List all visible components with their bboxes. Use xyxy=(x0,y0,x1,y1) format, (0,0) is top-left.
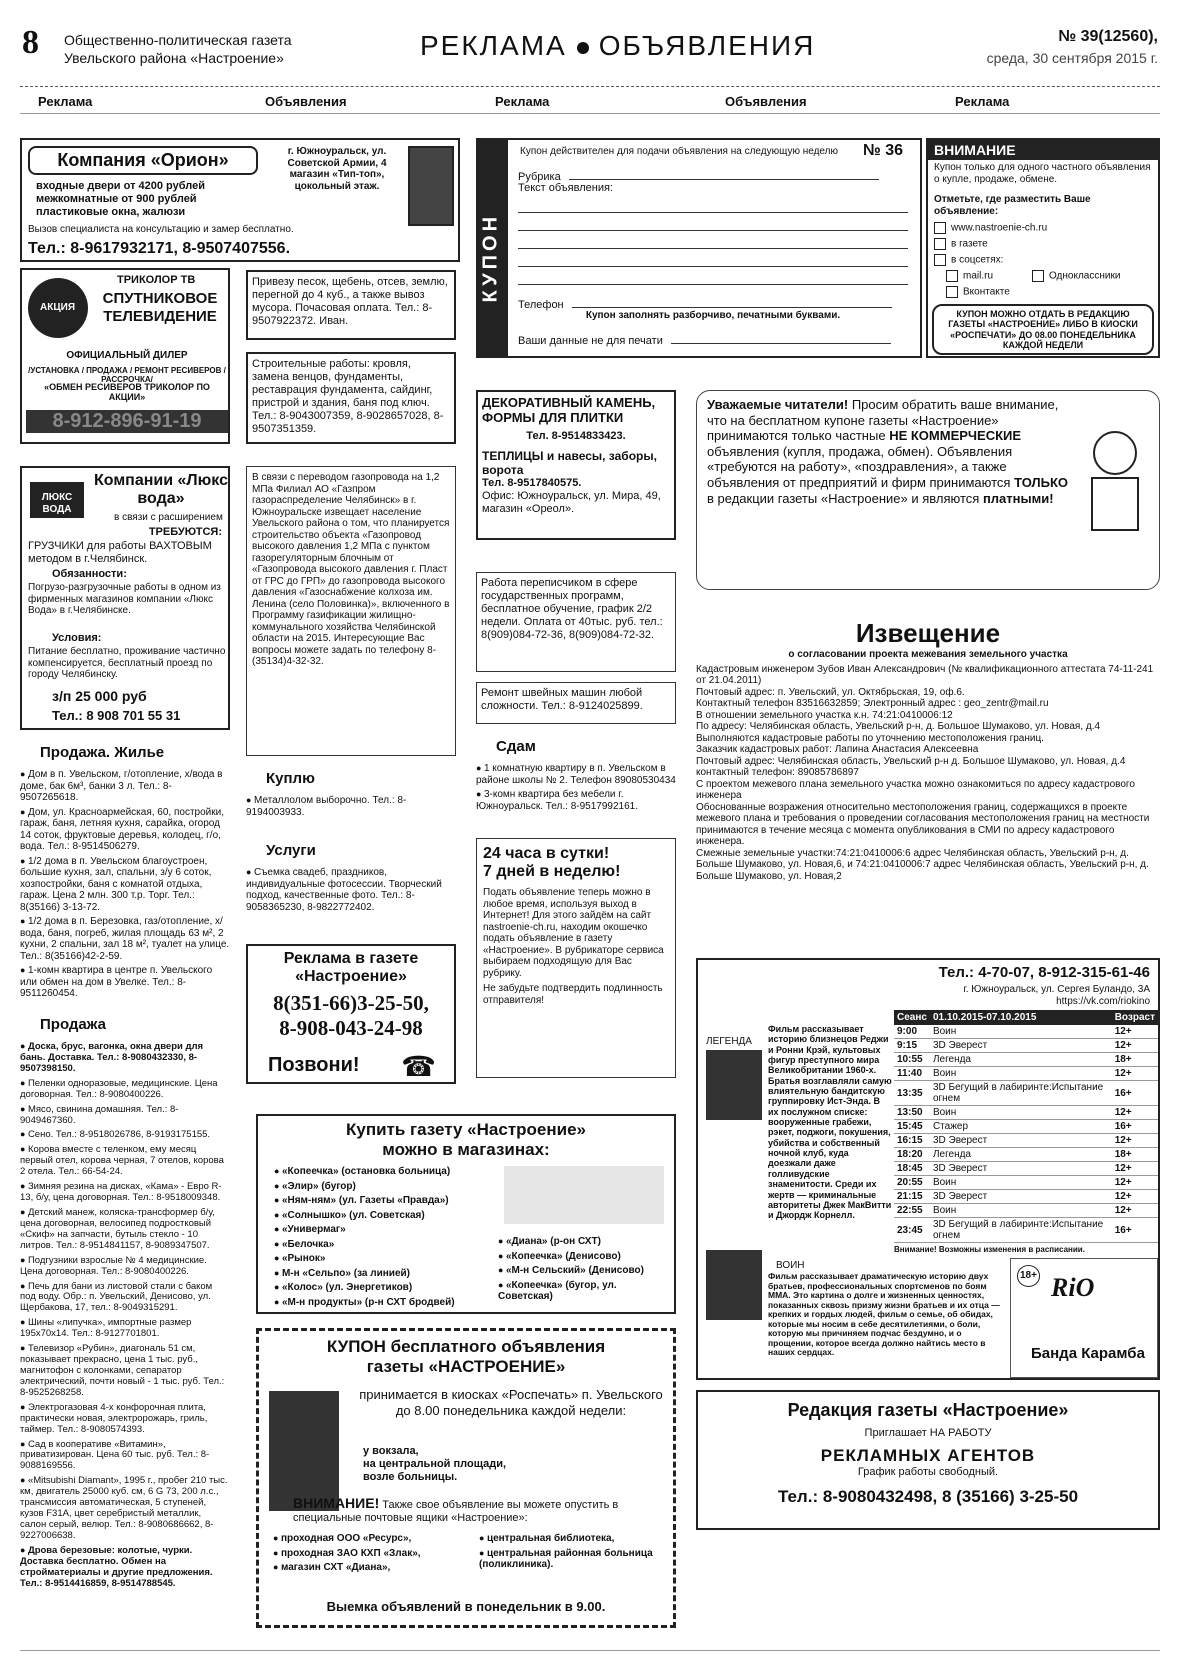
legend-description: Фильм рассказывает историю близнецов Реджи и Ронни Крэй, культовых фигур преступного мира Великобритании 1960-х. Братья возглавляли самую влиятельную бандитскую группировку Ист-Энда. В их послужном списке: вооруженные грабежи, рэкет, поджоги, покушения, убийства и собственный ночной клуб, куда доезжали даже голливудские знаменитости. Среди их жертв — криминальные авторитеты Джек МакВитти и Джордж Корнелл. xyxy=(768,1024,892,1221)
schedule-cell: 12+ xyxy=(1112,1106,1158,1120)
rent-title: Сдам xyxy=(496,738,536,755)
schedule-cell: 3D Эверест xyxy=(930,1134,1112,1148)
list-item: ● «Копеечка» (Денисово) xyxy=(498,1251,670,1263)
list-item: ● «Белочка» xyxy=(274,1239,494,1251)
luxvoda-sub: в связи с расширением xyxy=(114,512,223,523)
list-item: ● Дрова березовые: колотые, чурки. Доставка бесплатно. Обмен на стройматериалы и другие предложения. Тел.: 8-9514416859, 8-9514788545. xyxy=(20,1545,230,1590)
cartoon-man-icon xyxy=(1085,431,1145,541)
list-item: ● Подгузники взрослые № 4 медицинские. Цена договорная. Тел.: 8-9080400226. xyxy=(20,1255,230,1278)
coupon-form xyxy=(476,138,922,358)
table-row xyxy=(894,1162,1158,1176)
adpaper-title: Реклама в газете «Настроение» xyxy=(283,950,419,986)
orion-ad xyxy=(20,138,460,262)
editorial-ad xyxy=(696,1390,1160,1530)
cinema-phone: Тел.: 4-70-07, 8-912-315-61-46 xyxy=(938,964,1150,981)
list-item: ● центральная районная больница (поликлиника). xyxy=(479,1548,669,1571)
list-item: ● 1/2 дома в п. Березовка, газ/отопление, х/вода, баня, погреб, жилая площадь 63 м², 2 кухни, 2 спальни, зал 18 м², туалет на улице. Тел.: 8(35166)42-2-59. xyxy=(20,916,230,962)
list-item: ● «Копеечка» (бугор, ул. Советская) xyxy=(498,1280,670,1303)
list-item: ● «Универмаг» xyxy=(274,1224,494,1236)
luxvoda-title: Компании «Люкс вода» xyxy=(94,472,228,507)
list-item: ● Мясо, свинина домашняя. Тел.: 8-9049467360. xyxy=(20,1104,230,1127)
schedule-cell: 12+ xyxy=(1112,1039,1158,1053)
schedule-cell: 3D Бегущий в лабиринте:Испытание огнем xyxy=(930,1218,1112,1243)
kupon-attention: ВНИМАНИЕ! Также свое объявление вы можете опустить в специальные почтовые ящики «Настроение»: xyxy=(293,1495,619,1524)
list-item: ● Зимняя резина на дисках, «Кама» - Евро R-13, б/у, цена договорная. Тел.: 8-9518009348. xyxy=(20,1181,230,1204)
issue-date: среда, 30 сентября 2015 г. xyxy=(986,50,1158,66)
list-item: ● Доска, брус, вагонка, окна двери для бань. Доставка. Тел.: 8-9080432330, 8-9507398150. xyxy=(20,1041,230,1075)
shops-left-list xyxy=(274,1166,494,1311)
schedule-cell: Воин xyxy=(930,1025,1112,1039)
stone-ad xyxy=(476,390,676,540)
list-item: ● Корова вместе с теленком, ему месяц первый отел, корова черная, 7 отелов, корова 2 отела. Тел.: 66-54-24. xyxy=(20,1144,230,1178)
page-bottom-rule xyxy=(20,1650,1160,1651)
schedule-cell: 3D Эверест xyxy=(930,1190,1112,1204)
table-row xyxy=(894,1081,1158,1106)
list-item: ● проходная ООО «Ресурс», xyxy=(273,1533,473,1545)
option-vk[interactable]: Вконтакте xyxy=(946,286,1010,298)
kupon-title-2: газеты «НАСТРОЕНИЕ» xyxy=(366,1357,566,1376)
kupon-boxes-left xyxy=(273,1533,473,1577)
luxvoda-required: ТРЕБУЮТСЯ: xyxy=(148,526,222,538)
kupon-pickup: Выемка объявлений в понедельник в 9.00. xyxy=(326,1599,606,1614)
voin-description: Фильм рассказывает драматическую историю двух братьев, профессиональных спортсменов по боям ММА. Это картина о долге и жизненных ценностях, показанных сквозь призму жизни братьев и их отца — крепких и гордых людей, фильм о семье, об обидах, которые мы носим в себе десятилетиями, о боли, которую мы причиняем подчас бездумно, и о прощении, которое всегда должно найтись место в наших сердцах. xyxy=(768,1271,1000,1358)
ad-text-field[interactable]: Текст объявления: xyxy=(518,182,908,285)
table-row xyxy=(894,1134,1158,1148)
list-item: ● Сад в кооперативе «Витамин», приватизирован. Цена 60 тыс. руб. Тел.: 8-9088169556. xyxy=(20,1439,230,1473)
luxvoda-ad xyxy=(20,466,230,730)
subhead-obyavleniya: Объявления xyxy=(265,94,347,109)
schedule-cell: 12+ xyxy=(1112,1190,1158,1204)
rent-section xyxy=(476,738,676,815)
table-row xyxy=(894,1067,1158,1081)
editorial-role: РЕКЛАМНЫХ АГЕНТОВ xyxy=(820,1445,1036,1465)
list-item: ● Электрогазовая 4-х конфорочная плита, практически новая, электророжарь, гриль, таймер. Тел.: 8-9080574393. xyxy=(20,1402,230,1436)
checkbox[interactable] xyxy=(1032,270,1044,282)
option-mail[interactable]: mail.ru xyxy=(946,270,993,282)
table-row xyxy=(894,1148,1158,1162)
schedule-cell: 3D Эверест xyxy=(930,1162,1112,1176)
kupon-where: принимается в киосках «Роспечать» п. Увельского до 8.00 понедельника каждой недели: xyxy=(359,1387,663,1418)
luxvoda-logo: ЛЮКС ВОДА xyxy=(30,482,84,518)
schedule-cell: 16:15 xyxy=(894,1134,930,1148)
table-row xyxy=(894,1176,1158,1190)
schedule-cell: 12+ xyxy=(1112,1204,1158,1218)
table-row xyxy=(894,1025,1158,1039)
option-site[interactable]: www.nastroenie-ch.ru xyxy=(934,222,1047,234)
editorial-title: Редакция газеты «Настроение» xyxy=(787,1400,1069,1420)
schedule-cell: 18:45 xyxy=(894,1162,930,1176)
tricolor-title: СПУТНИКОВОЕ ТЕЛЕВИДЕНИЕ xyxy=(102,290,218,325)
bullet-dot-icon xyxy=(577,42,589,54)
gazprom-notice: В связи с переводом газопровода на 1,2 МПа Филиал АО «Газпром газораспределение Челябинск» в г. Южноуральске извещает население Увельского района о том, что планируется строительство объекта «Газопровод высокого давления 1,2 МПа с пунктом газорегуляторным блочным от «Газопровода высокого давления г. Пласт от ГРС до ГРП» до газопровода высокого давления «Газоснабжение колхоза им. Ленина (село Половинка)», включенного в Программу газификации жилищно-коммунального хозяйства Челябинской области на 2015. Интересующие Вас вопросы можете задать по телефону 8-(35134)4-32-32. xyxy=(246,466,456,756)
schedule-cell: 16+ xyxy=(1112,1120,1158,1134)
subhead-obyavleniya: Объявления xyxy=(725,94,807,109)
table-row xyxy=(894,1039,1158,1053)
checkbox[interactable] xyxy=(934,238,946,250)
list-item: ● М-н «Сельпо» (за линией) xyxy=(274,1268,494,1280)
subhead-reklama: Реклама xyxy=(955,94,1010,109)
notice-subtitle: о согласовании проекта межевания земельного участка xyxy=(788,649,1068,660)
schedule-cell: 10:55 xyxy=(894,1053,930,1067)
list-item: ● проходная ЗАО КХП «Злак», xyxy=(273,1548,473,1560)
list-item: ● «Элир» (бугор) xyxy=(274,1181,494,1193)
paper-description-1: Общественно-политическая газета xyxy=(64,32,292,48)
copyist-ad: Работа переписчиком в сфере государственных программ, бесплатное обучение, график 2/2 недели. Оплата от 40тыс. руб. тел.: 8(909)084-72-36, 8(909)084-72-32. xyxy=(476,572,676,672)
shops-title-2: можно в магазинах: xyxy=(382,1140,550,1159)
schedule-cell: 12+ xyxy=(1112,1134,1158,1148)
table-row xyxy=(894,1106,1158,1120)
schedule-cell: 12+ xyxy=(1112,1067,1158,1081)
luxvoda-job: ГРУЗЧИКИ для работы ВАХТОВЫМ методом в г.Челябинск. xyxy=(28,540,212,565)
kupon-title-1: КУПОН бесплатного объявления xyxy=(326,1337,606,1356)
attention-title: ВНИМАНИЕ xyxy=(928,140,1158,160)
mailbox-image xyxy=(269,1391,339,1511)
list-item: ● Телевизор «Рубин», диагональ 51 см, показывает прекрасно, цена 1 тыс. руб., магнитофон с колонками, сепаратор электрический, почти новый - 1 тыс. руб. Тел.: 8-9525268258. xyxy=(20,1343,230,1399)
list-item: ● Сено. Тел.: 8-9518026786, 8-9193175155. xyxy=(20,1129,230,1141)
kupon-places: у вокзала, на центральной площади, возле больницы. xyxy=(363,1445,507,1483)
option-paper[interactable]: в газете xyxy=(934,238,988,250)
list-item: ● 1/2 дома в п. Увельском благоустроен, большие кухня, зал, спальни, з/у 6 соток, хозпостройки, баня с комнатой отдыха, гараж. Цена 2 млн. 300 т.р. Торг. Тел.: 8(35166) 3-13-72. xyxy=(20,856,230,914)
list-item: ● Дом в п. Увельском, г/отопление, х/вода в доме, бак 6м³, банки 3 л. Тел.: 8-9507265618. xyxy=(20,769,230,804)
ad247-note: Не забудьте подтвердить подлинность отправителя! xyxy=(483,983,663,1006)
luxvoda-salary: з/п 25 000 руб xyxy=(52,688,147,704)
schedule-cell: 15:45 xyxy=(894,1120,930,1134)
schedule-table: Сеанс 01.10.2015-07.10.2015 Возраст 9:00 Воин 12+ 9:15 3D Эверест 12+ 10:55 Легенда 18+ 11:40 Воин 12+ 13:35 3D Бегущий в лабиринте:Испытание огнем 16+ 13:50 Воин 12+ 15:45 Стажер 16+ 16:15 3D Эверест 12+ 18:20 Легенда 18+ 18:45 3D Эверест 12+ 20:55 Воин 12+ 21:15 3D Эверест 12+ 22:55 Воин 12+ 23:45 3D Бегущий в лабиринте:Испытание огнем 16+ Внимание! Возможны изменения в расписании. xyxy=(894,1010,1158,1254)
schedule-cell: 12+ xyxy=(1112,1025,1158,1039)
schedule-cell: 16+ xyxy=(1112,1081,1158,1106)
list-item: ● «Ням-ням» (ул. Газеты «Правда») xyxy=(274,1195,494,1207)
list-item: ● «Колос» (ул. Энергетиков) xyxy=(274,1282,494,1294)
subheads-divider xyxy=(20,113,1160,114)
coupon-valid: Купон действителен для подачи объявления на следующую неделю xyxy=(520,146,838,157)
tricolor-services: /УСТАНОВКА / ПРОДАЖА / РЕМОНТ РЕСИВЕРОВ / РАССРОЧКА/ xyxy=(28,366,226,385)
schedule-cell: Стажер xyxy=(930,1120,1112,1134)
schedule-cell: 12+ xyxy=(1112,1176,1158,1190)
cinema-address: г. Южноуральск, ул. Сергея Буландо, 3А xyxy=(963,984,1150,995)
schedule-cell: Воин xyxy=(930,1176,1112,1190)
editorial-invites: Приглашает НА РАБОТУ xyxy=(864,1427,992,1439)
private-data-field[interactable]: Ваши данные не для печати xyxy=(518,326,908,348)
list-item: ● Пеленки одноразовые, медицинские. Цена договорная. Тел.: 8-9080400226. xyxy=(20,1078,230,1101)
telephone-icon: ☎ xyxy=(401,1051,436,1082)
shops-box xyxy=(256,1114,676,1314)
attention-box xyxy=(926,138,1160,358)
luxvoda-duties: Погрузо-разгрузочные работы в одном из фирменных магазинов компании «Люкс Вода» в г.Челябинске. xyxy=(28,582,221,616)
subhead-reklama: Реклама xyxy=(38,94,93,109)
newspaper-image xyxy=(504,1166,664,1224)
ad247-title-1: 24 часа в сутки! xyxy=(483,845,610,862)
list-item: ● «Рынок» xyxy=(274,1253,494,1265)
tricolor-phone: 8-912-896-91-19 xyxy=(26,410,228,433)
checkbox[interactable] xyxy=(934,254,946,266)
list-item: ● Съемка свадеб, праздников, индивидуальные фотосессии. Творческий подход, качественные фото. Тел.: 8-9058365230, 8-9822772402. xyxy=(246,867,456,913)
schedule-cell: 16+ xyxy=(1112,1218,1158,1243)
voin-label: ВОИН xyxy=(776,1260,805,1271)
subheads-bar xyxy=(20,92,1160,112)
list-item: ● Металлолом выборочно. Тел.: 8-9194003933. xyxy=(246,795,456,818)
adpaper-call: Позвони! xyxy=(268,1054,360,1076)
adpaper-ad xyxy=(246,944,456,1084)
rubric-field[interactable]: Рубрика xyxy=(518,162,908,184)
schedule-cell: 12+ xyxy=(1112,1162,1158,1176)
list-item: ● «Mitsubishi Diamant», 1995 г., пробег 210 тыс. км, двигатель 25000 куб. см, 6 G 73, 200 л.с., трансмиссия автоматическая, 5 ступеней, кузов F31A, цвет серебристый металлик, салон серый, велюр. Тел.: 8-9080686662, 8-9227006638. xyxy=(20,1475,230,1542)
schedule-cell: 3D Эверест xyxy=(930,1039,1112,1053)
tricolor-brand: ТРИКОЛОР ТВ xyxy=(117,274,196,286)
cinema-vk: https://vk.com/riokino xyxy=(1056,996,1150,1007)
schedule-cell: 20:55 xyxy=(894,1176,930,1190)
housing-section xyxy=(20,744,230,1004)
checkbox[interactable] xyxy=(946,270,958,282)
schedule-cell: Легенда xyxy=(930,1053,1112,1067)
housing-list xyxy=(20,769,230,1000)
tricolor-badge: АКЦИЯ xyxy=(40,302,76,313)
shops-title-1: Купить газету «Настроение» xyxy=(346,1120,586,1139)
phone-field[interactable]: Телефон xyxy=(518,290,908,312)
table-row xyxy=(894,1204,1158,1218)
subhead-reklama: Реклама xyxy=(495,94,550,109)
kupon-free-box xyxy=(256,1328,676,1628)
list-item: ● 1 комнатную квартиру в п. Увельском в районе школы № 2. Телефон 89080530434 xyxy=(476,763,676,786)
luxvoda-duties-label: Обязанности: xyxy=(52,568,127,580)
readers-notice: Уважаемые читатели! Просим обратить ваше внимание, что на бесплатном купоне газеты «Настроение» принимаются только частные НЕ КОММЕРЧЕСКИЕ объявления (купля, продажа, обмен). Объявления «требуются на работу», «поздравления», а также объявления от предприятий и фирм принимаются ТОЛЬКО в редакции газеты «Настроение» и являются платными! xyxy=(696,390,1160,590)
table-row xyxy=(894,1218,1158,1243)
stone-address: Офис: Южноуральск, ул. Мира, 49, магазин «Ореол». xyxy=(482,489,661,515)
option-social[interactable]: в соцсетях: xyxy=(934,254,1003,266)
schedule-cell: 21:15 xyxy=(894,1190,930,1204)
option-ok[interactable]: Одноклассники xyxy=(1032,270,1120,282)
list-item: ● «Копеечка» (остановка больница) xyxy=(274,1166,494,1178)
issue-number: № 39(12560), xyxy=(1058,28,1158,45)
list-item: ● Шины «липучка», импортные размер 195х70х14. Тел.: 8-9127701801. xyxy=(20,1317,230,1340)
stone-title-2: ТЕПЛИЦЫ и навесы, заборы, ворота xyxy=(482,448,657,477)
stone-phone-1: Тел. 8-9514833423. xyxy=(526,429,626,442)
list-item: ● Дом, ул. Красноармейская, 60, постройки, гараж, баня, летняя кухня, сарайка, огород 14 соток, фруктовые деревья, колодец, г/о, вода. Тел.: 8-9514506279. xyxy=(20,807,230,853)
tricolor-ad xyxy=(20,268,230,444)
list-item: ● «Солнышко» (ул. Советская) xyxy=(274,1210,494,1222)
legend-label: ЛЕГЕНДА xyxy=(706,1036,752,1047)
luxvoda-cond-label: Условия: xyxy=(52,632,102,644)
door-image xyxy=(408,146,454,226)
sand-ad: Привезу песок, щебень, отсев, землю, перегной до 4 куб., а также вывоз мусора. Почасовая оплата. Тел.: 8-9507922372. Иван. xyxy=(246,270,456,340)
orion-address: г. Южноуральск, ул. Советской Армии, 4 магазин «Тип-топ», цокольный этаж. xyxy=(287,146,387,192)
attention-where: Отметьте, где разместить Ваше объявление: xyxy=(934,194,1091,217)
editorial-phone: Тел.: 8-9080432498, 8 (35166) 3-25-50 xyxy=(777,1486,1079,1506)
kupon-boxes-right xyxy=(479,1533,669,1574)
ad247-text: Подать объявление теперь можно в любое время, используя выход в Интернет! Для этого зайдём на сайт nastroenie-ch.ru, находим окошечко подать объявление в газету «Настроение». В рубрикаторе сервиса выбираем подходящую для Вас рубрику. xyxy=(483,887,664,979)
schedule-cell: 13:50 xyxy=(894,1106,930,1120)
editorial-schedule: График работы свободный. xyxy=(857,1465,999,1478)
list-item: ● центральная библиотека, xyxy=(479,1533,669,1545)
coupon-number: № 36 xyxy=(863,142,904,159)
shops-right-list xyxy=(498,1236,670,1306)
coupon-fill-note: Купон заполнять разборчиво, печатными буквами. xyxy=(585,310,841,321)
schedule-cell: 22:55 xyxy=(894,1204,930,1218)
header-divider xyxy=(20,86,1160,87)
ad247-title-2: 7 дней в неделю! xyxy=(483,863,621,880)
tricolor-promo: «ОБМЕН РЕСИВЕРОВ ТРИКОЛОР ПО АКЦИИ» xyxy=(44,382,210,403)
list-item: ● Печь для бани из листовой стали с баком под воду. Обр.: п. Увельский, Денисово, ул. Щербакова, 17, тел.: 8-9049315291. xyxy=(20,1281,230,1315)
adpaper-phone-1: 8(351-66)3-25-50, xyxy=(273,990,429,1015)
housing-title: Продажа. Жилье xyxy=(40,744,165,761)
schedule-cell: Легенда xyxy=(930,1148,1112,1162)
page-header xyxy=(20,24,1160,80)
sale-title: Продажа xyxy=(40,1016,106,1033)
list-item: ● «Диана» (р-он СХТ) xyxy=(498,1236,670,1248)
table-row xyxy=(894,1053,1158,1067)
list-item: ● Детский манеж, коляска-трансформер б/у, цена договорная, велосипед подростковый «Скиф» на запчасти, бутыль стекло - 10 литров. Тел.: 8-9514841157, 8-9089347507. xyxy=(20,1207,230,1252)
schedule-warning: Внимание! Возможны изменения в расписании. xyxy=(894,1245,1085,1254)
orion-items: входные двери от 4200 рублей межкомнатные от 900 рублей пластиковые окна, жалюзи xyxy=(36,180,205,218)
cinema-ad xyxy=(696,958,1160,1380)
paper-description-2: Увельского района «Настроение» xyxy=(64,50,284,66)
list-item: ● магазин СХТ «Диана», xyxy=(273,1562,473,1574)
schedule-cell: 23:45 xyxy=(894,1218,930,1243)
page-number: 8 xyxy=(22,24,39,61)
schedule-cell: 3D Бегущий в лабиринте:Испытание огнем xyxy=(930,1081,1112,1106)
attention-deliver: КУПОН МОЖНО ОТДАТЬ В РЕДАКЦИЮ ГАЗЕТЫ «НАСТРОЕНИЕ» ЛИБО В КИОСКИ «РОСПЕЧАТИ» ДО 08.00 ПОНЕДЕЛЬНИКА КАЖДОЙ НЕДЕЛИ xyxy=(932,304,1154,355)
schedule-cell: Воин xyxy=(930,1204,1112,1218)
notice-title: Извещение xyxy=(855,618,1001,648)
sale-list xyxy=(20,1041,230,1589)
stone-title: ДЕКОРАТИВНЫЙ КАМЕНЬ, ФОРМЫ ДЛЯ ПЛИТКИ xyxy=(482,395,656,425)
tricolor-dealer: ОФИЦИАЛЬНЫЙ ДИЛЕР xyxy=(66,350,188,361)
land-notice xyxy=(696,618,1160,948)
schedule-cell: Воин xyxy=(930,1106,1112,1120)
schedule-cell: 18:20 xyxy=(894,1148,930,1162)
luxvoda-phone: Тел.: 8 908 701 55 31 xyxy=(52,708,181,723)
list-item: ● «М-н продукты» (р-н СХТ бродвей) xyxy=(274,1297,494,1309)
notice-body: Кадастровым инженером Зубов Иван Александрович (№ квалификационного аттестата 74-11-241 от 21.04.2011) Почтовый адрес: п. Увельский, ул. Октябрьская, 19, оф.6. Контактный телефон 83516632859; Электронный адрес : geo_zentr@mail.ru В отношении земельного участка к.н. 74:21:0410006:12 По адресу: Челябинская область, Увельский р-н, д. Большое Шумаково, ул. Новая, д.4 Выполняются кадастровые работы по уточнению местоположения границ. Заказчик кадастровых работ: Лапина Анастасия Алексеевна Почтовый адрес: Челябинская область, Увельский р-н д. Большое Шумаково, ул. Новая, д.4 контактный телефон: 89085786897 С проектом межевого плана земельного участка можно ознакомиться по адресу кадастрового инженера Обоснованные возражения относительно местоположения границ, содержащихся в проекте межевого плана и требования о проведении согласования местоположения границ на местности принимаются в течение месяца с момента опубликования в СМИ по адресу кадастрового инженера. Смежные земельные участки:74:21:0410006:6 адрес Челябинская область, Увельский р-н, д. Больше Шумаково, ул. Новая,6, и 74:21:0410006:7 адрес Челябинская область, Увельский р-н, д. Больше Шумаково, ул. Новая,2 xyxy=(696,663,1154,882)
buy-section xyxy=(246,770,456,821)
services-section xyxy=(246,842,456,916)
schedule-cell: 18+ xyxy=(1112,1148,1158,1162)
section-title: РЕКЛАМА ОБЪЯВЛЕНИЯ xyxy=(420,30,816,61)
schedule-cell: 11:40 xyxy=(894,1067,930,1081)
table-row xyxy=(894,1120,1158,1134)
stone-phone-2: Тел. 8-9517840575. xyxy=(482,476,582,489)
adpaper-phone-2: 8-908-043-24-98 xyxy=(279,1015,423,1040)
checkbox[interactable] xyxy=(946,286,958,298)
rio-logo: RiO 18+ Банда Карамба xyxy=(1010,1258,1158,1378)
schedule-cell: Воин xyxy=(930,1067,1112,1081)
buy-title: Куплю xyxy=(266,770,315,787)
luxvoda-cond: Питание бесплатно, проживание частично компенсируется, бесплатный проезд по городу Челябинску. xyxy=(28,646,226,680)
schedule-cell: 13:35 xyxy=(894,1081,930,1106)
attention-text: Купон только для одного частного объявления о купле, продаже, обмене. xyxy=(934,162,1151,185)
sewing-ad: Ремонт швейных машин любой сложности. Тел.: 8-9124025899. xyxy=(476,682,676,724)
orion-note: Вызов специалиста на консультацию и замер бесплатно. xyxy=(28,224,294,235)
coupon-side-label: КУПОН xyxy=(478,140,508,356)
list-item: ● «М-н Сельский» (Денисово) xyxy=(498,1265,670,1277)
checkbox[interactable] xyxy=(934,222,946,234)
services-title: Услуги xyxy=(266,842,316,859)
construction-ad: Строительные работы: кровля, замена венцов, фундаменты, реставрация фундамента, сайдинг, пристрой и здания, баня под ключ. Тел.: 8-9043007359, 8-9028657028, 8-9507351359. xyxy=(246,352,456,444)
list-item: ● 3-комн квартира без мебели г. Южноуральск. Тел.: 8-9517992161. xyxy=(476,789,676,812)
list-item: ● 1-комн квартира в центре п. Увельского или обмен на дом в Увелке. Тел.: 8-9511260454. xyxy=(20,965,230,1000)
schedule-cell: 18+ xyxy=(1112,1053,1158,1067)
sale-section xyxy=(20,1016,230,1646)
orion-title: Компания «Орион» xyxy=(28,146,258,175)
ad247-box xyxy=(476,838,676,1078)
schedule-cell: 9:15 xyxy=(894,1039,930,1053)
schedule-cell: 9:00 xyxy=(894,1025,930,1039)
table-row xyxy=(894,1190,1158,1204)
orion-phone: Тел.: 8-9617932171, 8-9507407556. xyxy=(28,240,291,257)
